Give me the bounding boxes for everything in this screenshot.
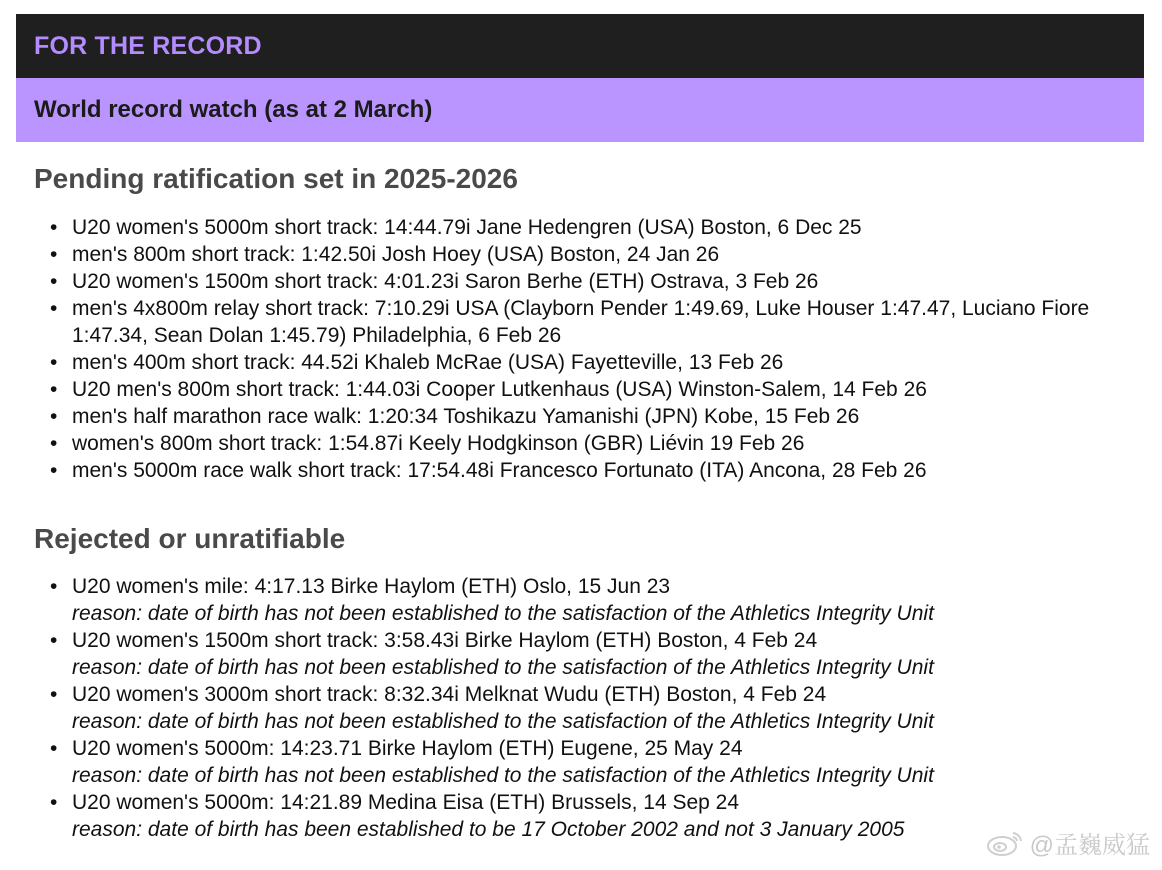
bullet-icon: • — [50, 432, 58, 455]
bullet-icon: • — [50, 216, 58, 239]
pending-item-text: men's 5000m race walk short track: 17:54.48i Francesco Fortunato (ITA) Ancona, 28 Feb 26 — [72, 459, 927, 482]
rejected-record: U20 women's 5000m: 14:21.89 Medina Eisa (ETH) Brussels, 14 Sep 24 — [72, 791, 740, 814]
bullet-icon: • — [50, 459, 58, 482]
rejection-reason: reason: date of birth has not been established to the satisfaction of the Athletics Integrity Unit — [72, 602, 934, 625]
pending-list — [34, 214, 1144, 484]
rejected-section — [16, 522, 1144, 843]
top-banner — [16, 14, 1144, 78]
pending-item — [34, 295, 1144, 349]
page-subtitle: World record watch (as at 2 March) — [34, 96, 433, 123]
pending-item — [34, 268, 1144, 295]
pending-item — [34, 457, 1144, 484]
rejected-item — [34, 573, 1144, 627]
pending-item-text: men's 800m short track: 1:42.50i Josh Hoey (USA) Boston, 24 Jan 26 — [72, 243, 720, 266]
bullet-icon: • — [50, 351, 58, 374]
weibo-logo-icon — [986, 830, 1024, 856]
pending-item — [34, 214, 1144, 241]
rejected-record: U20 women's 3000m short track: 8:32.34i Melknat Wudu (ETH) Boston, 4 Feb 24 — [72, 683, 827, 706]
rejected-item — [34, 681, 1144, 735]
bullet-icon: • — [50, 270, 58, 293]
pending-item-text: women's 800m short track: 1:54.87i Keely Hodgkinson (GBR) Liévin 19 Feb 26 — [72, 432, 805, 455]
bullet-icon: • — [50, 683, 58, 706]
rejected-record: U20 women's 1500m short track: 3:58.43i Birke Haylom (ETH) Boston, 4 Feb 24 — [72, 629, 818, 652]
bullet-icon: • — [50, 243, 58, 266]
watermark-text: @孟巍威猛 — [1029, 832, 1150, 859]
bullet-icon: • — [50, 405, 58, 428]
pending-section — [16, 162, 1144, 484]
pending-item — [34, 241, 1144, 268]
rejection-reason: reason: date of birth has not been established to the satisfaction of the Athletics Integrity Unit — [72, 656, 934, 679]
bullet-icon: • — [50, 575, 58, 598]
pending-item — [34, 403, 1144, 430]
pending-item-text: men's 4x800m relay short track: 7:10.29i USA (Clayborn Pender 1:49.69, Luke Houser 1:47.47, Luciano Fiore 1:47.34, Sean Dolan 1:45.79) Philadelphia, 6 Feb 26 — [72, 297, 1090, 347]
pending-item-text: U20 women's 1500m short track: 4:01.23i Saron Berhe (ETH) Ostrava, 3 Feb 26 — [72, 270, 819, 293]
pending-title: Pending ratification set in 2025-2026 — [34, 163, 518, 194]
rejected-title: Rejected or unratifiable — [34, 523, 346, 554]
subtitle-banner — [16, 78, 1144, 142]
pending-item — [34, 376, 1144, 403]
bullet-icon: • — [50, 378, 58, 401]
bullet-icon: • — [50, 629, 58, 652]
bullet-icon: • — [50, 297, 58, 320]
rejected-item — [34, 789, 1144, 843]
rejection-reason: reason: date of birth has been established to be 17 October 2002 and not 3 January 2005 — [72, 818, 905, 841]
rejected-list — [34, 573, 1144, 843]
page — [16, 14, 1144, 843]
pending-item-text: men's 400m short track: 44.52i Khaleb McRae (USA) Fayetteville, 13 Feb 26 — [72, 351, 784, 374]
rejected-item — [34, 735, 1144, 789]
pending-item-text: U20 women's 5000m short track: 14:44.79i Jane Hedengren (USA) Boston, 6 Dec 25 — [72, 216, 862, 239]
rejected-item — [34, 627, 1144, 681]
rejection-reason: reason: date of birth has not been established to the satisfaction of the Athletics Integrity Unit — [72, 764, 934, 787]
pending-item-text: U20 men's 800m short track: 1:44.03i Cooper Lutkenhaus (USA) Winston-Salem, 14 Feb 26 — [72, 378, 927, 401]
brand-title: FOR THE RECORD — [34, 31, 262, 60]
pending-item — [34, 430, 1144, 457]
bullet-icon: • — [50, 737, 58, 760]
rejected-record: U20 women's mile: 4:17.13 Birke Haylom (ETH) Oslo, 15 Jun 23 — [72, 575, 671, 598]
pending-item-text: men's half marathon race walk: 1:20:34 Toshikazu Yamanishi (JPN) Kobe, 15 Feb 26 — [72, 405, 860, 428]
rejection-reason: reason: date of birth has not been established to the satisfaction of the Athletics Integrity Unit — [72, 710, 934, 733]
bullet-icon: • — [50, 791, 58, 814]
watermark — [986, 825, 1150, 860]
rejected-record: U20 women's 5000m: 14:23.71 Birke Haylom (ETH) Eugene, 25 May 24 — [72, 737, 743, 760]
pending-item — [34, 349, 1144, 376]
